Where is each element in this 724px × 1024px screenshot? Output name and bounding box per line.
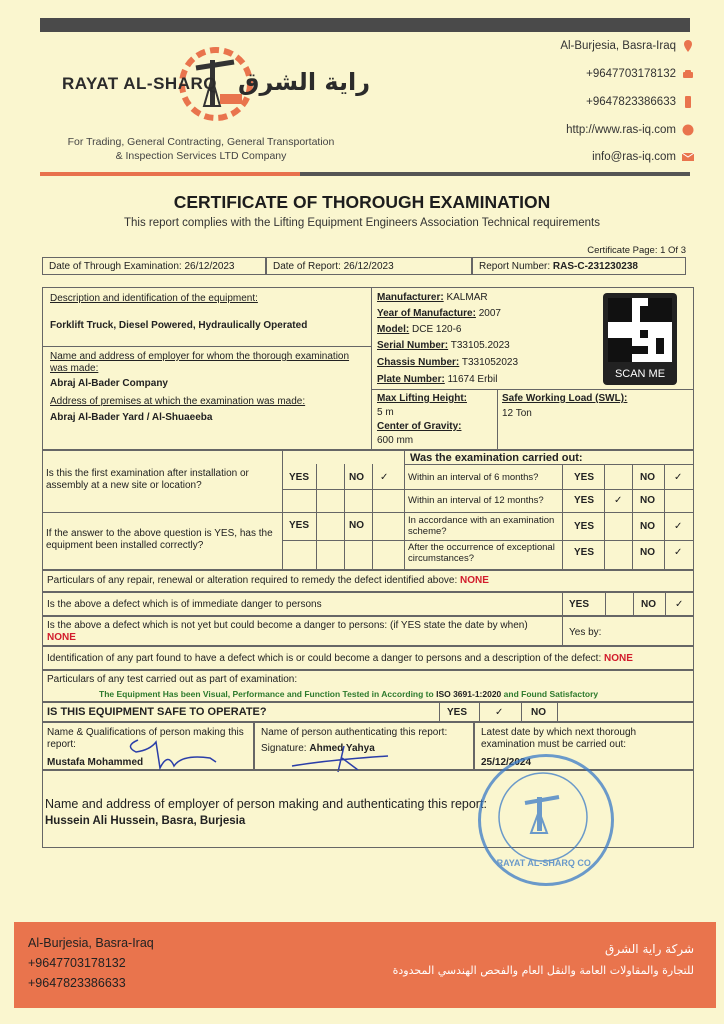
employer-label: Name and address of employer for whom the thorough examination was made:: [50, 351, 350, 374]
safe-vline-2: [479, 703, 480, 721]
i12-check: ✓: [614, 495, 623, 506]
contact-phone-2: [586, 96, 694, 108]
safe-vline-1: [439, 703, 440, 721]
auth-sig-label: Signature:: [261, 743, 307, 754]
qr-code-panel[interactable]: [603, 293, 677, 385]
i6-no: NO: [640, 472, 655, 483]
certificate-page: Certificate Page: 1 Of 3: [587, 245, 686, 256]
auth-value: Ahmed Yahya: [309, 743, 375, 754]
exceptional-text: After the occurrence of exceptional circumstances?: [408, 542, 555, 564]
immediate-text: Is the above a defect which is of immediate danger to persons: [47, 599, 322, 610]
year-value: 2007: [478, 308, 501, 319]
phone-2-text: +9647823386633: [586, 96, 676, 109]
equipment-left-divider: [42, 346, 372, 347]
tagline: [56, 135, 346, 163]
i6-yes: YES: [574, 472, 595, 483]
employer-value: Abraj Al-Bader Company: [50, 378, 168, 389]
next-value: 25/12/2024: [481, 757, 532, 768]
premises-label: Address of premises at which the examination was made:: [50, 396, 306, 407]
q2-yes: YES: [289, 520, 310, 531]
scheme-check: ✓: [674, 521, 683, 532]
website-text[interactable]: http://www.ras-iq.com: [566, 124, 676, 137]
manufacturer-value: KALMAR: [446, 292, 488, 303]
swl-value: 12 Ton: [502, 408, 532, 419]
maker-signature-icon: [120, 728, 220, 776]
q1-text: Is this the first examination after installation or assembly at a new site or location?: [46, 468, 249, 491]
future-row: [42, 616, 694, 646]
model-label: Model:: [377, 324, 410, 335]
i12-yes: YES: [574, 495, 595, 506]
safe-row: [42, 702, 694, 722]
grid-vline-h: [632, 464, 633, 570]
repair-text: Particulars of any repair, renewal or alteration required to remedy the defect identified above:: [47, 575, 458, 586]
plate-value: 11674 Erbil: [447, 374, 498, 385]
footer-address: Al-Burjesia, Basra-Iraq: [28, 936, 154, 950]
q1-check: ✓: [380, 472, 389, 483]
scheme-no: NO: [640, 521, 655, 532]
serial-value: T33105.2023: [450, 340, 510, 351]
safe-vline-4: [557, 703, 558, 721]
i6-text: Within an interval of 6 months?: [408, 472, 539, 483]
next-label: Latest date by which next thorough examination must be carried out:: [481, 727, 637, 750]
chassis-value: T331052023: [461, 357, 519, 368]
exam-carried-out-label: Was the examination carried out:: [410, 452, 583, 464]
phone-icon: [682, 68, 694, 80]
model-value: DCE 120-6: [412, 324, 462, 335]
certificate-title: CERTIFICATE OF THOROUGH EXAMINATION: [173, 192, 551, 212]
exceptional-check: ✓: [674, 547, 683, 558]
i6-check: ✓: [674, 472, 683, 483]
scan-me-label: SCAN ME: [614, 368, 666, 380]
tagline-line-1: For Trading, General Contracting, General Transportation: [67, 136, 335, 148]
future-none: NONE: [47, 632, 76, 643]
grid-line-1: [404, 464, 694, 465]
immediate-vline-1: [562, 593, 563, 615]
grid-vline-g: [604, 464, 605, 570]
future-vline: [562, 617, 563, 645]
auth-label: Name of person authenticating this report:: [261, 727, 448, 738]
grid-vline-a: [282, 450, 283, 570]
yes-by-label: Yes by:: [569, 627, 602, 638]
footer-phone-2: +9647823386633: [28, 976, 126, 990]
exam-date: Date of Through Examination: 26/12/2023: [49, 261, 235, 272]
address-text: Al-Burjesia, Basra-Iraq: [560, 40, 676, 53]
immediate-vline-2: [605, 593, 606, 615]
exam-date-cell: [42, 257, 266, 275]
q1-no: NO: [349, 472, 364, 483]
report-date: Date of Report: 26/12/2023: [273, 261, 394, 272]
footer-phone-1: +9647703178132: [28, 956, 126, 970]
tagline-line-2: & Inspection Services LTD Company: [115, 150, 287, 162]
mail-icon: [682, 151, 694, 163]
grid-vline-f: [562, 464, 563, 570]
mobile-icon: [682, 96, 694, 108]
logo-name-en: RAYAT AL-SHARQ: [62, 74, 217, 93]
grid-vline-d: [372, 464, 373, 570]
report-number: RAS-C-231230238: [552, 261, 638, 272]
contact-address: [560, 40, 694, 52]
immediate-vline-4: [665, 593, 666, 615]
serial-label: Serial Number:: [377, 340, 449, 351]
i12-text: Within an interval of 12 months?: [408, 495, 544, 506]
footer-ar-name: شركة راية الشرق: [605, 942, 694, 956]
cog-label: Center of Gravity:: [377, 421, 462, 432]
grid-vline-c: [344, 464, 345, 570]
safe-vline-3: [521, 703, 522, 721]
tests-value-1: The Equipment Has been Visual, Performance and Function Tested in According to: [99, 689, 434, 699]
qr-code-icon: [608, 298, 672, 362]
maker-value: Mustafa Mohammed: [47, 757, 144, 768]
phone-1-text: +9647703178132: [586, 68, 676, 81]
immediate-vline-3: [633, 593, 634, 615]
employer-signoff-label: Name and address of employer of person making and authenticating this report:: [45, 797, 487, 811]
premises-value: Abraj Al-Bader Yard / Al-Shuaeeba: [50, 412, 213, 423]
footer-ar-tagline: للتجارة والمقاولات العامة والنقل العام والفحص الهندسي المحدودة: [392, 964, 694, 977]
q2-no: NO: [349, 520, 364, 531]
identification-none: NONE: [604, 653, 633, 664]
exceptional-no: NO: [640, 547, 655, 558]
company-stamp: [478, 754, 614, 886]
i12-no: NO: [640, 495, 655, 506]
desc-label: Description and identification of the equipment:: [50, 293, 258, 304]
safe-no: NO: [531, 707, 546, 718]
chassis-label: Chassis Number:: [377, 357, 460, 368]
identification-row: [42, 646, 694, 670]
safe-question: IS THIS EQUIPMENT SAFE TO OPERATE?: [47, 706, 267, 718]
exceptional-yes: YES: [574, 547, 595, 558]
max-height-label: Max Lifting Height:: [377, 393, 467, 404]
swl-label: Safe Working Load (SWL):: [502, 393, 628, 404]
safe-check: ✓: [495, 707, 504, 718]
year-label: Year of Manufacture:: [377, 308, 476, 319]
employer-signoff-value: Hussein Ali Hussein, Basra, Burjesia: [45, 815, 246, 827]
grid-line-2: [42, 512, 694, 513]
email-text[interactable]: info@ras-iq.com: [592, 151, 676, 164]
cog-value: 600 mm: [377, 435, 414, 446]
q2-text: If the answer to the above question is YES, has the equipment been installed correctly?: [46, 528, 273, 551]
equipment-right-divider: [372, 389, 694, 390]
scheme-text: In accordance with an examination scheme?: [408, 515, 555, 537]
immediate-row: [42, 592, 694, 616]
scheme-yes: YES: [574, 521, 595, 532]
safe-yes: YES: [447, 707, 468, 718]
tests-label: Particulars of any test carried out as part of examination:: [47, 674, 298, 685]
grid-vline-e: [404, 450, 405, 570]
tests-row: [42, 670, 694, 702]
tests-iso: ISO 3691-1:2020: [436, 689, 502, 699]
max-height-value: 5 m: [377, 407, 394, 418]
logo-name-ar: راية الشرق: [238, 68, 371, 96]
report-number-cell: [472, 257, 686, 275]
header-divider-dark: [300, 172, 690, 176]
immediate-no: NO: [641, 599, 656, 610]
equipment-right-vdivider: [497, 389, 498, 450]
certificate-subtitle: This report complies with the Lifting Equipment Engineers Association Technical requirements: [123, 217, 600, 229]
grid-vline-i: [664, 464, 665, 570]
plate-label: Plate Number:: [377, 374, 445, 385]
contact-website: [566, 124, 694, 136]
immediate-yes: YES: [569, 599, 590, 610]
globe-icon: [682, 124, 694, 136]
contact-email: [592, 151, 694, 163]
report-number-label: Report Number:: [479, 261, 551, 272]
top-bar: [40, 18, 690, 32]
grid-vline-b: [316, 464, 317, 570]
repair-none: NONE: [460, 575, 489, 586]
manufacturer-label: Manufacturer:: [377, 292, 444, 303]
q1-yes: YES: [289, 472, 310, 483]
location-pin-icon: [682, 40, 694, 52]
repair-row: [42, 570, 694, 592]
contact-phone-1: [586, 68, 694, 80]
immediate-check: ✓: [675, 599, 684, 610]
identification-text: Identification of any part found to have a defect which is or could become a danger to persons and a description of the defect:: [47, 653, 602, 664]
future-text: Is the above a defect which is not yet but could become a danger to persons: (if YES state the date by when): [47, 620, 528, 631]
report-date-cell: [266, 257, 472, 275]
tests-value-2: and Found Satisfactory: [503, 689, 599, 699]
maker-label: Name & Qualifications of person making this report:: [47, 727, 244, 750]
stamp-text: RAYAT AL-SHARQ CO.: [496, 858, 594, 868]
desc-value: Forklift Truck, Diesel Powered, Hydraulically Operated: [50, 320, 308, 331]
